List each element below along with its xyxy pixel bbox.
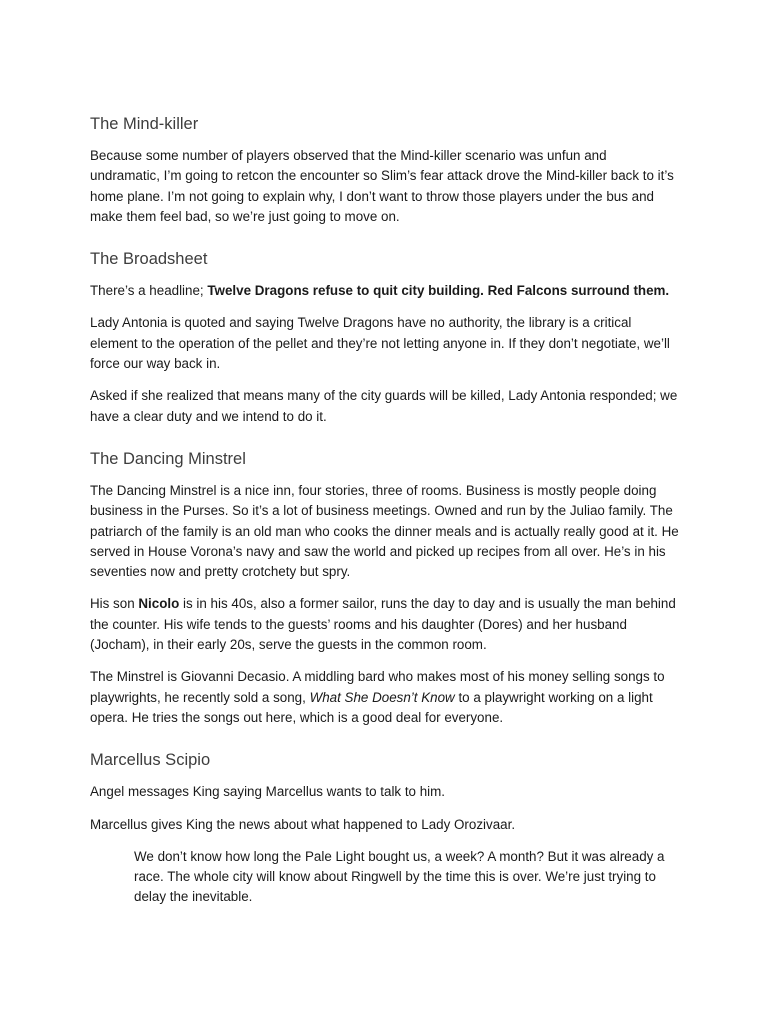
paragraph <box>90 594 680 655</box>
block-quote: We don’t know how long the Pale Light bought us, a week? A month? But it was already a race. The whole city will know about Ringwell by the time this is over. We’re just trying to delay the inevitable. <box>134 848 665 905</box>
heading-broadsheet: The Broadsheet <box>90 250 208 269</box>
paragraph <box>90 667 680 728</box>
paragraph: Angel messages King saying Marcellus wants to talk to him. <box>90 784 446 800</box>
headline-bold: Twelve Dragons refuse to quit city building. Red Falcons surround them. <box>207 283 670 299</box>
section-broadsheet <box>90 247 680 427</box>
text-span: His son <box>90 596 139 612</box>
text-span: is in his 40s, also a former sailor, runs the day to day and is usually the man behind the counter. His wife tends to the guests’ rooms and his daughter (Dores) and her husband (Jocham), in their early 20s, serve the guests in the common room. <box>90 596 676 653</box>
section-dancing-minstrel <box>90 447 680 728</box>
headline-paragraph <box>90 281 680 301</box>
paragraph: The Dancing Minstrel is a nice inn, four stories, three of rooms. Business is mostly people doing business in the Purses. So it’s a lot of business meetings. Owned and run by the Juliao family. The patriarch of the family is an old man who cooks the dinner meals and is actually really good at it. He served in House Vorona’s navy and saw the world and picked up recipes from all over. He’s in his seventies now and pretty crotchety but spry. <box>90 482 679 580</box>
text-span: to a playwright working on a light opera. He tries the songs out here, which is a good deal for everyone. <box>90 689 653 725</box>
paragraph: Asked if she realized that means many of the city guards will be killed, Lady Antonia responded; we have a clear duty and we intend to do it. <box>90 388 678 424</box>
section-marcellus-scipio <box>90 748 680 907</box>
document-page <box>90 112 680 920</box>
text-span: The Minstrel is Giovanni Decasio. A middling bard who makes most of his money selling songs to playwrights, he recently sold a song, <box>90 669 665 705</box>
heading-mind-killer: The Mind-killer <box>90 115 199 133</box>
paragraph: Marcellus gives King the news about what happened to Lady Orozivaar. <box>90 816 516 832</box>
heading-dancing-minstrel: The Dancing Minstrel <box>90 449 246 468</box>
bold-name: Nicolo <box>138 596 180 612</box>
headline-prefix: There’s a headline; <box>90 283 208 299</box>
paragraph: Because some number of players observed that the Mind-killer scenario was unfun and undramatic, I’m going to retcon the encounter so Slim’s fear attack drove the Mind-killer back to it’s home plane. I’m not going to explain why, I don’t want to throw those players under the bus and make them feel bad, so we’re just going to move on. <box>90 148 674 224</box>
heading-marcellus-scipio: Marcellus Scipio <box>90 751 211 770</box>
section-mind-killer <box>90 112 680 227</box>
song-title: What She Doesn’t Know <box>309 689 455 705</box>
paragraph: Lady Antonia is quoted and saying Twelve Dragons have no authority, the library is a critical element to the operation of the pellet and they’re not letting anyone in. If they don’t negotiate, we’ll force our way back in. <box>90 315 670 372</box>
